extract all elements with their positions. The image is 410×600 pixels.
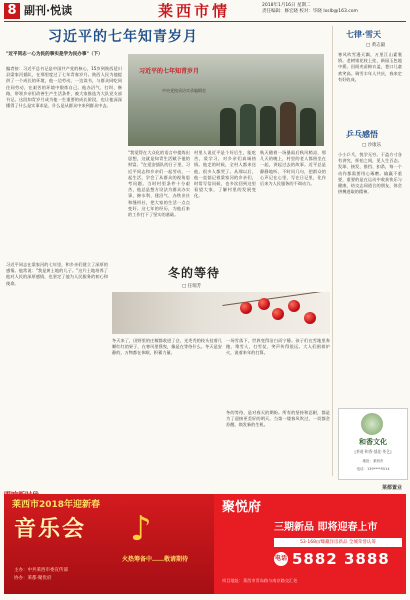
person-figure <box>220 108 236 146</box>
article-intro <box>6 52 122 58</box>
music-note-icon: ♪ <box>130 509 152 549</box>
realestate-address: 项目地址：莱西市青岛路与南京路交汇处 <box>222 578 298 583</box>
poem-body: 寒风吹雪漫天飘，万里江山素裹娇。老树银花枝上挂，新园玉色地中摇。田间麦苗棉衣盖，巷口儿童欢笑高。瑞雪丰年人共庆，春来定有好收成。 <box>338 52 402 82</box>
developer-name: 莱都置业 <box>381 485 402 491</box>
person-figure <box>300 108 316 146</box>
concert-title: 莱西市2018年迎新春 <box>12 500 101 510</box>
berry <box>304 312 316 324</box>
essay-body: 小小乒乓，悦学无穷。于盈方寸各有讲究，挥拍之间，见人生百态。发球、接发、推挡、扣杀，每一个动作都需要用心琢磨。输赢不重要，重要的是在运动中收获快乐与健康，结交志同道合的朋友，体会拼搏进取的精神。 <box>338 152 402 195</box>
person-figure <box>260 106 276 146</box>
article2-column-1: 冬天来了，田野里的庄稼都收进了仓，光秃秃的枝头挂着几颗红红的果子，在寒风里摇曳，像是在等待什么。冬天是安静的，万物都在休眠，积蓄力量。 <box>112 338 222 356</box>
berry <box>240 302 252 314</box>
article-column-1: 编者按：习近平总书记是中国共产党的核心，15岁到陕西延川县梁家河插队，在那里度过了七年青春岁月。陕西人民为他提供了一个成长的环境，他一边劳动，一边读书，与群众同吃同住同劳动，在艰苦的环境中锻炼自己。他办沼气、打坝、修路，带领乡亲们改善生产生活条件，被大家推选为大队党支部书记。这段知青岁月成为他一生重要的成长阶段，也让他深深懂得了什么是实事求是、什么是从群众中来到群众中去。 <box>6 66 122 109</box>
article2-column-3: 冬的等待，是对春天的期盼。所有的坚持和忍耐，都是为了迎接更美好的明天。当第一缕春风吹过，一切都会苏醒，焕发新的生机。 <box>226 410 330 428</box>
concert-ad <box>4 494 214 594</box>
date-text: 2018年1月16日 星期二 <box>262 3 311 8</box>
tea-ad-subtitle: [茶道·和香·插花·茶艺] <box>354 449 392 454</box>
essay-author: □ 沙康乐 <box>362 143 382 148</box>
concert-co-host: 协办：莱都·聚优府 <box>14 576 52 581</box>
concert-note: 火热筹备中……敬请期待 <box>122 556 189 563</box>
tea-ad-title: 和香文化 <box>359 437 387 446</box>
article-column-3: 村里人说近平是个好后生，能吃苦，爱学习，对乡亲们真诚热情。他走的时候，全村人都来送他，很多人都哭了。从那以后，他一直惦记着梁家河的乡亲们，时常写信问候，也多次回到这里看望大家，了解村里的发展变化。 <box>194 150 256 199</box>
realestate-ad-header <box>216 482 406 494</box>
concert-big-title: 音乐会 <box>14 516 87 542</box>
phone-icon: 电话 <box>274 552 288 566</box>
article-column-4: 秋天随着一场暴雨后秋风稍凉，那几天的晚上，村里的老人都围坐在一起，讲起过去的故事。近平总是静静地听，不时问几句，把群众的心声记在心里，写在日记里，化作后来为人民服务的不竭动力。 <box>260 150 326 187</box>
article-column-2: "我觉得在大众化的语言中提炼出思想，这就是知青生活赋予他的财富。"在延安插队的日子里，习近平同志和乡亲们一起劳动，一起生活，学会了从群众的视角思考问题。当时村里条件十分艰苦，他总是想方设法为群众办实事，修水利、建沼气、办铁业社和缝纫社，把大家的生活一点点变好。这七年的经历，为他后来的工作打下了坚实的基础。 <box>128 150 190 218</box>
concert-host: 主办：中共莱西市委宣传部 <box>14 568 68 573</box>
branch <box>222 292 321 306</box>
article-column-5: 习近平同志在梁家河的七年里，和乡亲们建立了深厚的感情。他常说："我是黄土地的儿子。"这片土地培养了他对人民的深厚感情，也坚定了他为人民服务的初心和使命。 <box>6 262 108 286</box>
tea-ad-phone: 电话：139****5514 <box>356 467 390 471</box>
newspaper-name: 莱西市情 <box>158 2 231 20</box>
tea-ad-address: 地址：莱西市 <box>362 459 384 463</box>
berry-photo <box>112 292 330 334</box>
section-title: 副刊·悦读 <box>24 4 73 17</box>
article-illustration <box>128 54 324 146</box>
illustration-title: 习近平的七年知青岁月 <box>138 68 199 75</box>
editor-line: 责任编辑：修宏晓 校对：毕晓 lxslb@163.com <box>262 9 358 14</box>
header-rule <box>4 21 406 22</box>
article-headline: 习近平的七年知青岁月 <box>48 29 198 45</box>
realestate-ad <box>214 494 406 594</box>
essay-title: 乒乓感悟 <box>346 130 378 139</box>
concert-ad-header <box>4 482 214 494</box>
poem-title: 七律·雪天 <box>346 30 382 39</box>
realestate-phone: 5882 3888 <box>292 550 390 568</box>
project-logo: 聚悦府 <box>222 500 262 515</box>
lotus-icon <box>361 413 383 435</box>
date-line <box>262 3 358 15</box>
realestate-slogan: 三期新品 即将迎春上市 <box>274 522 378 533</box>
article2-author: □ 任瑞芳 <box>182 284 202 289</box>
article2-headline: 冬的等待 <box>168 266 221 280</box>
person-figure <box>240 104 256 146</box>
intro-heading: "近平同志一心为民的事实是学为民办事"（下） <box>6 52 103 57</box>
poem-author: □ 黄志毅 <box>366 43 386 48</box>
person-figure <box>280 102 296 146</box>
berry <box>288 300 300 312</box>
realestate-subtitle: 53-168㎡臻藏洋房新品 全城荣誉认筹 <box>274 538 402 547</box>
berry <box>272 308 284 320</box>
illustration-caption: 中央党校采访实录编辑室 <box>162 88 206 93</box>
tea-culture-ad <box>338 408 408 480</box>
page-number: 8 <box>4 3 20 19</box>
berry <box>258 298 270 310</box>
article2-column-2: 一场雪落下，世界变得洁白而宁静。孩子们在雪地里奔跑，堆雪人，打雪仗，笑声传得很远。大人们围着炉火，说着来年的打算。 <box>226 338 330 356</box>
